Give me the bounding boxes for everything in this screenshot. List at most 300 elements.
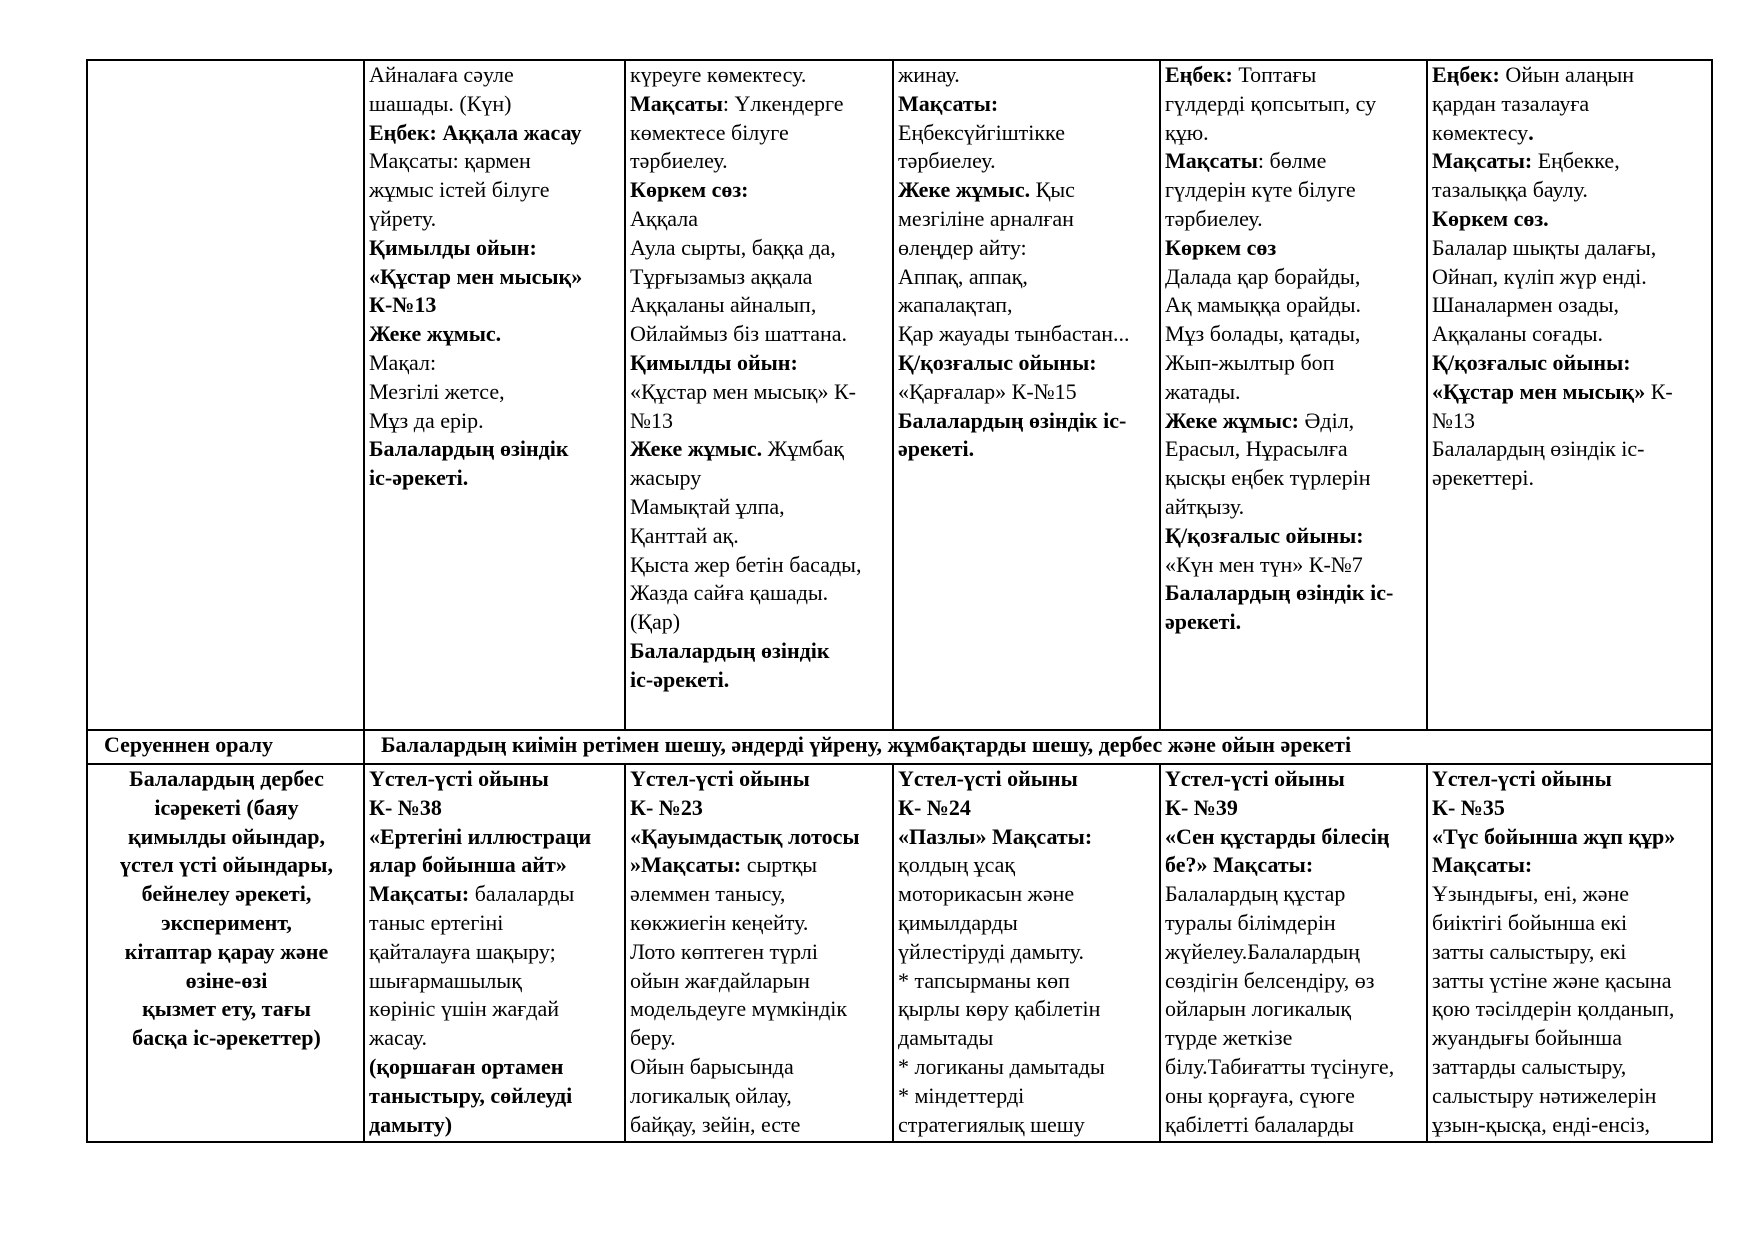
text-run: Қар жауады тынбастан...	[898, 321, 1130, 347]
text-run: модельдеуге мүмкіндік	[630, 996, 848, 1022]
text-run: түрде жеткізе	[1165, 1025, 1293, 1051]
text-run: мезгіліне арналған	[898, 205, 1074, 231]
bold-text: әрекеті.	[898, 436, 975, 462]
text-run: Балалардың өзіндік іс-	[1432, 436, 1645, 462]
cell-line	[630, 522, 890, 551]
text-run: Далада қар борайды,	[1165, 263, 1361, 289]
cell-line	[898, 378, 1157, 407]
bold-text: «Ертегіні иллюстраци	[369, 823, 592, 849]
bold-text: Көркем сөз.	[1432, 205, 1549, 231]
cell-line	[369, 1082, 622, 1111]
label-line: өзіне-өзі	[185, 967, 268, 993]
bold-text: Балалардың өзіндік іс-	[898, 407, 1127, 433]
cell-line	[898, 1053, 1157, 1082]
cell-line	[1432, 61, 1709, 90]
cell-line	[1165, 522, 1424, 551]
cell-line	[898, 119, 1157, 148]
cell-line	[369, 320, 622, 349]
text-run: жасау.	[369, 1025, 427, 1051]
bold-text: «Құстар мен мысық»	[369, 263, 583, 289]
cell-line	[369, 119, 622, 148]
cell-line	[630, 1111, 890, 1140]
bold-text: »Мақсаты:	[630, 852, 742, 878]
cell-line	[898, 147, 1157, 176]
text-run: тәрбиелеу.	[1165, 205, 1263, 231]
cell-line	[898, 967, 1157, 996]
cell-line	[369, 90, 622, 119]
text-run: Мақал:	[369, 349, 437, 375]
bold-text: Қимылды ойын:	[630, 349, 798, 375]
text-run: гүлдерді қопсытып, су	[1165, 90, 1377, 116]
cell-line	[1165, 61, 1424, 90]
cell-line	[369, 464, 622, 493]
cell-line	[1432, 176, 1709, 205]
text-run: «Күн мен түн» К-№7	[1165, 551, 1363, 577]
text-run: қардан тазалауға	[1432, 90, 1590, 116]
text-run: әлеммен танысу,	[630, 881, 786, 907]
cell-line	[369, 205, 622, 234]
cell-line	[369, 1024, 622, 1053]
cell-line	[369, 765, 622, 794]
cell-line	[369, 938, 622, 967]
text-run: «Қарғалар» К-№15	[898, 378, 1077, 404]
activity-cell-2	[625, 764, 893, 1142]
text-run: №13	[630, 407, 673, 433]
cell-line	[630, 909, 890, 938]
walk-cell-3	[893, 60, 1160, 730]
text-run: балаларды	[469, 881, 575, 907]
bold-text: Жеке жұмыс.	[630, 436, 763, 462]
text-run: К-	[1645, 378, 1673, 404]
text-run: Ақ мамыққа орайды.	[1165, 292, 1361, 318]
cell-line	[369, 407, 622, 436]
bold-text: Балалардың өзіндік	[369, 436, 569, 462]
activity-row	[87, 764, 1712, 1142]
walk-row-label	[87, 60, 364, 730]
text-run: Тұрғызамыз аққала	[630, 263, 813, 289]
cell-line	[1165, 995, 1424, 1024]
bold-text: Үстел-үсті ойыны	[630, 766, 810, 791]
bold-text: Балалардың өзіндік іс-	[1165, 580, 1394, 606]
bold-text: Қимылды ойын:	[369, 234, 537, 260]
cell-line	[1432, 909, 1709, 938]
walk-cell-5	[1427, 60, 1712, 730]
cell-line	[898, 263, 1157, 292]
bold-text: Мақсаты:	[1432, 852, 1533, 878]
cell-line	[898, 938, 1157, 967]
text-run: Аққаланы соғады.	[1432, 321, 1604, 347]
text-run: қысқы еңбек түрлерін	[1165, 465, 1371, 491]
cell-line	[630, 967, 890, 996]
cell-line	[1165, 464, 1424, 493]
text-run: Ұзындығы, ені, және	[1432, 881, 1630, 907]
cell-line	[1165, 205, 1424, 234]
cell-line	[1165, 1082, 1424, 1111]
cell-line	[898, 205, 1157, 234]
text-run: айтқызу.	[1165, 493, 1245, 519]
bold-text: Жеке жұмыс.	[898, 177, 1031, 203]
return-row-label: Серуеннен оралу	[87, 730, 364, 764]
cell-line	[898, 1111, 1157, 1140]
text-run: Әділ,	[1299, 407, 1355, 433]
text-run: моторикасын және	[898, 881, 1075, 907]
cell-line	[630, 119, 890, 148]
bold-text: Қ/қозғалыс ойыны:	[1432, 349, 1631, 375]
bold-text: іс-әрекеті.	[630, 666, 730, 692]
bold-text: Жеке жұмыс.	[369, 321, 502, 347]
text-run: қырлы көру қабілетін	[898, 996, 1101, 1022]
label-line: басқа іс-әрекеттер)	[132, 1025, 321, 1051]
cell-line	[1165, 378, 1424, 407]
text-run: қолдың ұсақ	[898, 852, 1016, 878]
text-run: үйлестіруді дамыту.	[898, 938, 1084, 964]
cell-line	[630, 851, 890, 880]
cell-line	[1432, 995, 1709, 1024]
bold-text: К- №23	[630, 794, 703, 820]
text-run: жасыру	[630, 465, 702, 491]
cell-line	[1165, 435, 1424, 464]
bold-text: Еңбек: Аққала жасау	[369, 119, 582, 145]
activity-cell-1	[364, 764, 625, 1142]
text-run: Еңбекке,	[1532, 148, 1620, 174]
cell-line	[630, 176, 890, 205]
text-run: Мақсаты: қармен	[369, 148, 531, 174]
activity-row-label	[87, 764, 364, 1142]
text-run: жапалақтап,	[898, 292, 1013, 318]
cell-line	[630, 378, 890, 407]
cell-line	[1165, 551, 1424, 580]
text-run: Ойын алаңын	[1499, 62, 1635, 87]
text-run: затты салыстыру, екі	[1432, 938, 1627, 964]
cell-line	[1432, 794, 1709, 823]
cell-line	[369, 1111, 622, 1140]
cell-line	[630, 608, 890, 637]
cell-line	[1165, 234, 1424, 263]
bold-text: Мақсаты:	[369, 881, 470, 907]
text-run: салыстыру нәтижелерін	[1432, 1082, 1657, 1108]
bold-text: ялар бойынша айт»	[369, 852, 567, 878]
text-run: туралы білімдерін	[1165, 909, 1336, 935]
text-run: логикалық ойлау,	[630, 1082, 792, 1108]
cell-line	[1165, 938, 1424, 967]
text-run: көмектесе білуге	[630, 119, 789, 145]
text-run: ойын жағдайларын	[630, 967, 810, 993]
cell-line	[1432, 90, 1709, 119]
walk-cell-1	[364, 60, 625, 730]
cell-line	[1432, 938, 1709, 967]
text-run: Шаналармен озады,	[1432, 292, 1619, 318]
text-run: : Үлкендерге	[722, 90, 844, 116]
text-run: оны қорғауға, сүюге	[1165, 1082, 1355, 1108]
text-run: қою тәсілдерін қолданып,	[1432, 996, 1675, 1022]
bold-text: «Сен құстарды білесің	[1165, 823, 1390, 849]
cell-line	[369, 967, 622, 996]
text-run: жатады.	[1165, 378, 1241, 404]
cell-line	[630, 880, 890, 909]
bold-text: Мақсаты	[630, 90, 723, 116]
activity-cell-3	[893, 764, 1160, 1142]
text-run: Жазда сайға қашады.	[630, 580, 829, 606]
cell-line	[1432, 1024, 1709, 1053]
cell-line	[369, 147, 622, 176]
text-run: гүлдерін күте білуге	[1165, 177, 1356, 203]
cell-line	[1165, 263, 1424, 292]
bold-text: Үстел-үсті ойыны	[369, 766, 549, 791]
bold-text: .	[1528, 119, 1534, 145]
bold-text: Балалардың өзіндік	[630, 637, 830, 663]
text-run: Ерасыл, Нұрасылға	[1165, 436, 1348, 462]
label-line: қимылды ойындар,	[127, 823, 326, 849]
text-run: тәрбиелеу.	[630, 148, 728, 174]
cell-line	[1165, 1053, 1424, 1082]
bold-text: «Түс бойынша жұп құр»	[1432, 823, 1676, 849]
bold-text: «Құстар мен мысық»	[1432, 378, 1646, 404]
text-run: қимылдарды	[898, 909, 1018, 935]
cell-line	[1432, 407, 1709, 436]
cell-line	[630, 263, 890, 292]
text-run: Жып-жылтыр боп	[1165, 349, 1335, 375]
text-run: үйрету.	[369, 205, 437, 231]
text-run: Ойлаймыз біз шаттана.	[630, 321, 848, 347]
text-run: ұзын-қысқа, енді-енсіз,	[1432, 1111, 1651, 1137]
cell-line	[1165, 349, 1424, 378]
cell-line	[369, 61, 622, 90]
cell-line	[630, 349, 890, 378]
cell-line	[369, 995, 622, 1024]
bold-text: Еңбек:	[1432, 62, 1500, 87]
bold-text: «Пазлы» Мақсаты:	[898, 823, 1093, 849]
cell-line	[630, 551, 890, 580]
text-run: Мамықтай ұлпа,	[630, 493, 785, 519]
bold-text: К-№13	[369, 292, 437, 318]
cell-line	[369, 1053, 622, 1082]
cell-line	[1165, 90, 1424, 119]
bold-text: Көркем сөз:	[630, 177, 749, 203]
text-run: (Қар)	[630, 609, 681, 635]
bold-text: Жеке жұмыс:	[1165, 407, 1299, 433]
walk-cell-2	[625, 60, 893, 730]
cell-line	[630, 291, 890, 320]
cell-line	[369, 176, 622, 205]
text-run: затты үстіне және қасына	[1432, 967, 1672, 993]
cell-line	[898, 320, 1157, 349]
cell-line	[898, 909, 1157, 938]
label-line: Балалардың дербес	[129, 766, 324, 791]
cell-line	[630, 493, 890, 522]
cell-line	[1165, 176, 1424, 205]
cell-line	[1165, 1111, 1424, 1140]
text-run: Мұз болады, қатады,	[1165, 321, 1361, 347]
cell-line	[1432, 765, 1709, 794]
cell-line	[1432, 119, 1709, 148]
text-run: Аққаланы айналып,	[630, 292, 817, 318]
cell-line	[898, 794, 1157, 823]
text-run: шығармашылық	[369, 967, 522, 993]
cell-line	[898, 291, 1157, 320]
cell-line	[369, 794, 622, 823]
cell-line	[630, 205, 890, 234]
cell-line	[898, 61, 1157, 90]
text-run: биіктігі бойынша екі	[1432, 909, 1628, 935]
text-run: Аққала	[630, 205, 698, 231]
return-row-text: Балалардың киімін ретімен шешу, әндерді үйрену, жұмбақтарды шешу, дербес және ойын әрекеті	[364, 730, 1712, 764]
cell-line	[898, 435, 1157, 464]
cell-line	[369, 435, 622, 464]
cell-line	[1432, 1082, 1709, 1111]
text-run: көмектесу	[1432, 119, 1529, 145]
text-run: Жұмбақ	[762, 436, 844, 462]
cell-line	[1432, 378, 1709, 407]
cell-line	[1432, 349, 1709, 378]
cell-line	[1432, 464, 1709, 493]
text-run: жуандығы бойынша	[1432, 1025, 1622, 1051]
cell-line	[630, 234, 890, 263]
label-line: ісәрекеті (баяу	[154, 794, 299, 820]
cell-line	[630, 407, 890, 436]
text-run: Қыста жер бетін басады,	[630, 551, 862, 577]
text-run: шашады. (Күн)	[369, 90, 512, 116]
text-run: №13	[1432, 407, 1475, 433]
cell-line	[1165, 291, 1424, 320]
bold-text: әрекеті.	[1165, 609, 1242, 635]
text-run: көкжиегін кеңейту.	[630, 909, 809, 935]
cell-line	[1165, 608, 1424, 637]
text-run: сыртқы	[741, 852, 818, 878]
cell-line	[1432, 147, 1709, 176]
cell-line	[630, 794, 890, 823]
bold-text: бе?» Мақсаты:	[1165, 852, 1314, 878]
cell-line	[1432, 263, 1709, 292]
cell-line	[1165, 765, 1424, 794]
text-run: Аула сырты, баққа да,	[630, 234, 836, 260]
label-line: кітаптар қарау және	[124, 938, 329, 964]
bold-text: Еңбек:	[1165, 62, 1233, 87]
text-run: «Құстар мен мысық» К-	[630, 378, 856, 404]
cell-line	[898, 851, 1157, 880]
cell-line	[1432, 291, 1709, 320]
cell-line	[369, 823, 622, 852]
text-run: көрініс үшін жағдай	[369, 996, 559, 1022]
text-run: Еңбексүйгіштікке	[898, 119, 1065, 145]
cell-line	[369, 291, 622, 320]
cell-line	[369, 378, 622, 407]
text-run: қайталауға шақыру;	[369, 938, 556, 964]
cell-line	[1165, 579, 1424, 608]
cell-line	[630, 90, 890, 119]
text-run: тазалыққа баулу.	[1432, 177, 1588, 203]
schedule-table	[86, 59, 1713, 1143]
text-run: байқау, зейін, есте	[630, 1111, 801, 1137]
cell-line	[1432, 205, 1709, 234]
cell-line	[630, 147, 890, 176]
label-line: бейнелеу әрекеті,	[141, 881, 312, 907]
text-run: стратегиялық шешу	[898, 1111, 1085, 1137]
cell-line	[1165, 147, 1424, 176]
label-line: үстел үсті ойындары,	[120, 852, 333, 878]
text-run: Қанттай ақ.	[630, 522, 739, 548]
cell-line	[898, 765, 1157, 794]
text-run: құю.	[1165, 119, 1209, 145]
label-line: қызмет ету, тағы	[142, 996, 311, 1022]
cell-line	[630, 765, 890, 794]
cell-line	[630, 464, 890, 493]
text-run: Балалардың құстар	[1165, 881, 1346, 907]
text-run: жүйелеу.Балалардың	[1165, 938, 1360, 964]
cell-line	[1165, 119, 1424, 148]
cell-line	[1165, 823, 1424, 852]
text-run: Қыс	[1030, 177, 1075, 203]
cell-line	[630, 579, 890, 608]
text-run: білу.Табиғатты түсінуге,	[1165, 1053, 1395, 1079]
cell-line	[898, 1024, 1157, 1053]
bold-text: К- №35	[1432, 794, 1505, 820]
text-run: Мұз да ерір.	[369, 407, 484, 433]
text-run: * міндеттерді	[898, 1082, 1025, 1108]
cell-line	[630, 637, 890, 666]
cell-line	[369, 234, 622, 263]
activity-cell-5	[1427, 764, 1712, 1142]
cell-line	[898, 234, 1157, 263]
bold-text: К- №24	[898, 794, 971, 820]
cell-line	[630, 995, 890, 1024]
text-run: беру.	[630, 1025, 676, 1051]
cell-line	[1432, 320, 1709, 349]
cell-line	[1165, 493, 1424, 522]
bold-text: Үстел-үсті ойыны	[1165, 766, 1345, 791]
text-run: Лото көптеген түрлі	[630, 938, 818, 964]
cell-line	[369, 851, 622, 880]
bold-text: Мақсаты:	[898, 90, 999, 116]
text-run: дамытады	[898, 1025, 994, 1051]
cell-line	[630, 320, 890, 349]
cell-line	[369, 909, 622, 938]
cell-line	[630, 938, 890, 967]
cell-line	[1432, 880, 1709, 909]
return-row	[87, 730, 1712, 764]
walk-row	[87, 60, 1712, 730]
walk-cell-4	[1160, 60, 1427, 730]
cell-line	[1165, 967, 1424, 996]
text-run: күреуге көмектесу.	[630, 62, 807, 87]
text-run: таныс ертегіні	[369, 909, 504, 935]
text-run: тәрбиелеу.	[898, 148, 996, 174]
bold-text: іс-әрекеті.	[369, 465, 469, 491]
cell-line	[1432, 1111, 1709, 1140]
text-run: сөздігін белсендіру, өз	[1165, 967, 1375, 993]
cell-line	[630, 1082, 890, 1111]
bold-text: «Қауымдастық лотосы	[630, 823, 860, 849]
text-run: Топтағы	[1232, 62, 1317, 87]
text-run: Аппақ, аппақ,	[898, 263, 1028, 289]
bold-text: (қоршаған ортамен	[369, 1053, 564, 1079]
text-run: ойларын логикалық	[1165, 996, 1352, 1022]
cell-line	[1432, 967, 1709, 996]
cell-line	[630, 1053, 890, 1082]
cell-line	[1432, 851, 1709, 880]
text-run: * логиканы дамытады	[898, 1053, 1105, 1079]
text-run: Ойын барысында	[630, 1053, 794, 1079]
cell-line	[1165, 909, 1424, 938]
bold-text: дамыту)	[369, 1111, 453, 1137]
cell-line	[630, 61, 890, 90]
cell-line	[369, 263, 622, 292]
cell-line	[1432, 234, 1709, 263]
text-run: Ойнап, күліп жүр енді.	[1432, 263, 1647, 289]
text-run: жинау.	[898, 62, 960, 87]
text-run: жұмыс істей білуге	[369, 177, 550, 203]
cell-line	[898, 90, 1157, 119]
cell-line	[898, 176, 1157, 205]
